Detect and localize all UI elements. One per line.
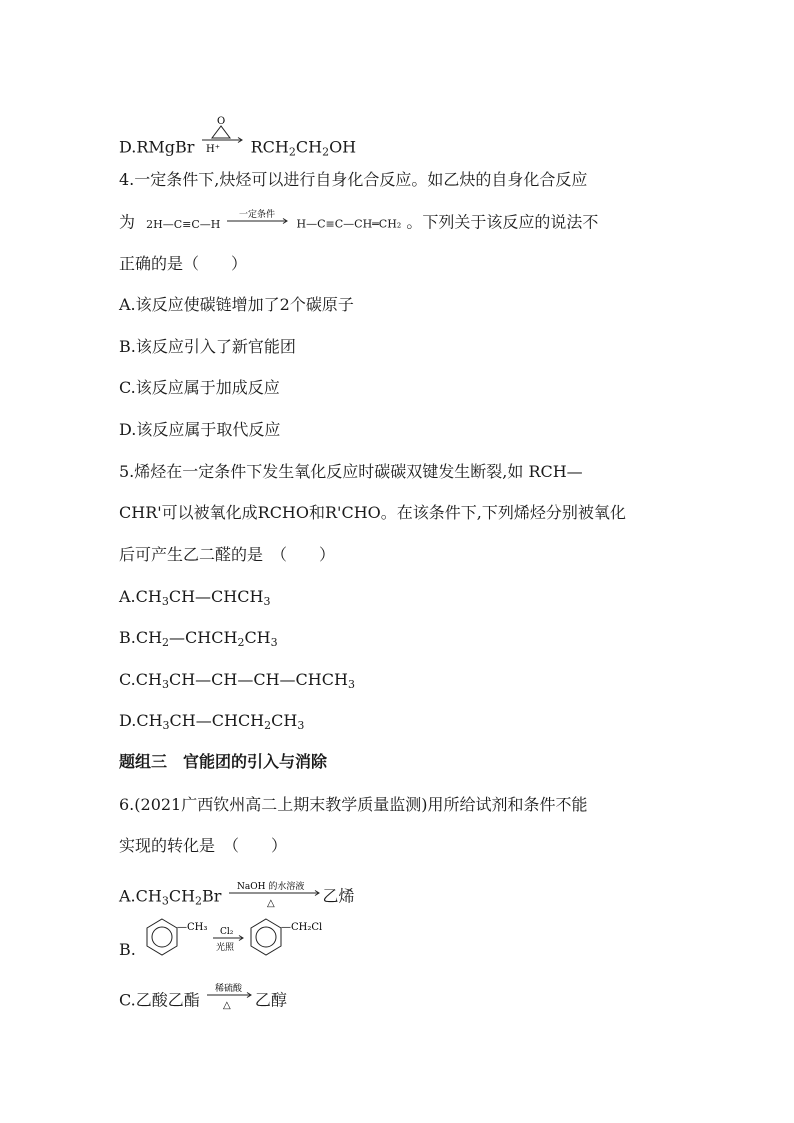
q4-option-b: B.该反应引入了新官能团 [119, 337, 296, 356]
epoxide-condition [200, 114, 246, 154]
acid-condition-label: H⁺ [205, 144, 220, 154]
q6-stem-line2: 实现的转化是 （ ） [119, 836, 288, 855]
q4-option-a: A.该反应使碳链增加了2个碳原子 [119, 295, 354, 314]
q5-stem-line2: CHR'可以被氧化成RCHO和R'CHO。在该条件下,下列烯烃分别被氧化 [119, 503, 626, 522]
heat-symbol: △ [222, 1000, 231, 1011]
condition-label: 一定条件 [239, 210, 276, 220]
q6-stem-line1: 6.(2021广西钦州高二上期末教学质量监测)用所给试剂和条件不能 [119, 795, 588, 814]
q4-product: H—C≡C—CH═CH₂ [296, 217, 402, 231]
q4-stem-line1: 4.一定条件下,炔烃可以进行自身化合反应。如乙炔的自身化合反应 [119, 170, 588, 189]
q3-option-d: D.RMgBr O H⁺ $RCH_2CH_2OH$ [119, 116, 357, 159]
q4-stem-line2: 为 2H—C≡C—H 一定条件 H—C≡C—CH═CH₂ 。下列关于该反应的说法不 [119, 210, 599, 232]
epoxide-arrow-icon [200, 114, 246, 154]
condition-label: 稀硫酸 [214, 984, 242, 994]
benzene-ring-icon [147, 919, 177, 955]
reaction-arrow-icon [225, 208, 291, 230]
q6a-condition-arrow [227, 880, 323, 910]
q5-option-b: $B.CH_2—CHCH_2CH_3$ [119, 628, 278, 649]
light-condition-label: 光照 [216, 943, 235, 953]
q6c-condition-arrow [205, 982, 255, 1012]
q4-option-d: D.该反应属于取代反应 [119, 420, 281, 439]
q6-option-b: B. [119, 940, 136, 959]
q4-condition-arrow [225, 208, 291, 230]
reaction-arrow-icon [205, 982, 255, 1012]
condition-label: Cl₂ [220, 927, 234, 937]
condition-label: NaOH 的水溶液 [236, 882, 304, 892]
reaction-arrow-icon [227, 880, 323, 910]
q5-option-c: $C.CH_3CH—CH—CH—CHCH_3$ [119, 670, 355, 691]
q4-stem-line3: 正确的是（ ） [119, 254, 248, 273]
methyl-group-label: —CH₃ [177, 922, 208, 933]
heat-symbol: △ [266, 898, 275, 909]
q6-option-a: $A.CH_3CH_2Br$ NaOH 的水溶液 △ 乙烯 [119, 882, 355, 909]
q6b-reaction [140, 914, 360, 964]
epoxide-ring-icon [212, 126, 230, 138]
chloromethyl-group-label: —CH₂Cl [281, 922, 323, 933]
q5-option-a: $A.CH_3CH—CHCH_3$ [119, 587, 271, 608]
benzene-ring-icon [251, 919, 281, 955]
q5-stem-line3: 后可产生乙二醛的是 （ ） [119, 545, 336, 564]
q4-option-c: C.该反应属于加成反应 [119, 378, 280, 397]
q4-reactant: 2H—C≡C—H [146, 217, 221, 231]
q6-option-c: C.乙酸乙酯 稀硫酸 △ 乙醇 [119, 984, 287, 1011]
epoxide-oxygen-label: O [216, 116, 225, 127]
q5-option-d: $D.CH_3CH—CHCH_2CH_3$ [119, 711, 305, 732]
q5-stem-line1: 5.烯烃在一定条件下发生氧化反应时碳碳双键发生断裂,如 RCH— [119, 462, 583, 481]
group3-heading: 题组三 官能团的引入与消除 [119, 752, 328, 771]
